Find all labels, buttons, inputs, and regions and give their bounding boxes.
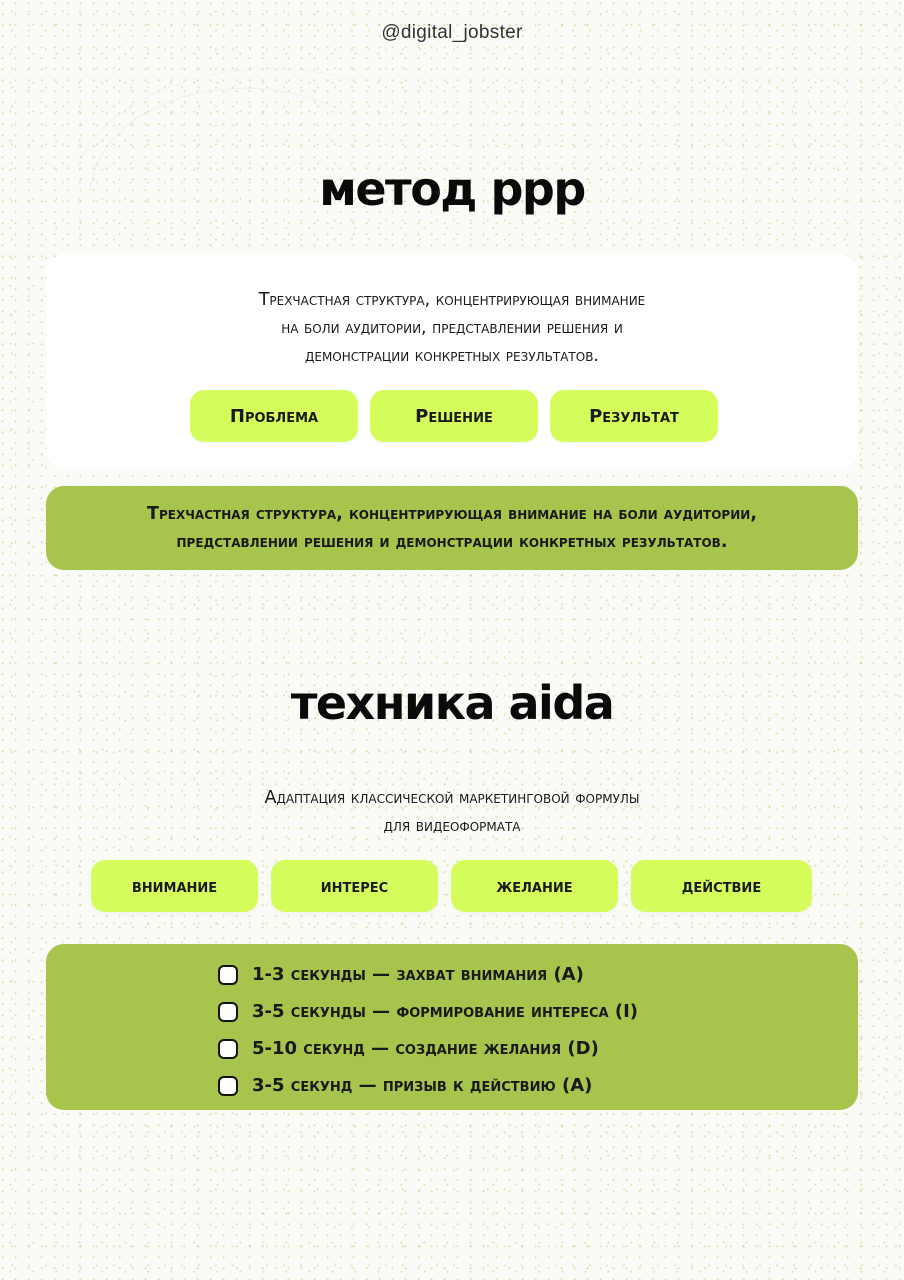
section1-description xyxy=(0,286,904,370)
checklist-item[interactable] xyxy=(218,1030,638,1067)
checklist xyxy=(218,956,638,1104)
pill-desire: желание xyxy=(451,860,618,912)
checklist-label: 1-3 секунды — захват внимания (A) xyxy=(252,964,584,985)
checklist-label: 3-5 секунды — формирование интереса (I) xyxy=(252,1001,638,1022)
section1-summary-box xyxy=(46,486,858,570)
checkbox-icon[interactable] xyxy=(218,965,238,985)
section1-summary xyxy=(46,500,858,556)
pill-solution: Решение xyxy=(370,390,538,442)
description-line: на боли аудитории, представлении решения и xyxy=(281,318,623,338)
pill-attention: внимание xyxy=(91,860,258,912)
checkbox-icon[interactable] xyxy=(218,1039,238,1059)
section2-description xyxy=(0,784,904,840)
checkbox-icon[interactable] xyxy=(218,1076,238,1096)
section2-title: техника aida xyxy=(290,676,614,730)
description-line: Трехчастная структура, концентрирующая внимание xyxy=(258,290,646,310)
description-line: для видеоформата xyxy=(383,816,521,836)
checklist-item[interactable] xyxy=(218,1067,638,1104)
checkbox-icon[interactable] xyxy=(218,1002,238,1022)
description-line: демонстрации конкретных результатов. xyxy=(304,346,599,366)
pill-result: Результат xyxy=(550,390,718,442)
checklist-item[interactable] xyxy=(218,993,638,1030)
section1-title: метод ppp xyxy=(319,162,585,216)
account-handle: @digital_jobster xyxy=(381,22,523,43)
pill-action: действие xyxy=(631,860,812,912)
checklist-label: 5-10 секунд — создание желания (D) xyxy=(252,1038,599,1059)
summary-line: представлении решения и демонстрации конкретных результатов. xyxy=(176,532,728,552)
summary-line: Трехчастная структура, концентрирующая внимание на боли аудитории, xyxy=(147,504,757,524)
checklist-item[interactable] xyxy=(218,956,638,993)
pill-problem: Проблема xyxy=(190,390,358,442)
description-line: Адаптация классической маркетинговой формулы xyxy=(264,788,640,808)
checklist-label: 3-5 секунд — призыв к действию (A) xyxy=(252,1075,593,1096)
pill-interest: интерес xyxy=(271,860,438,912)
